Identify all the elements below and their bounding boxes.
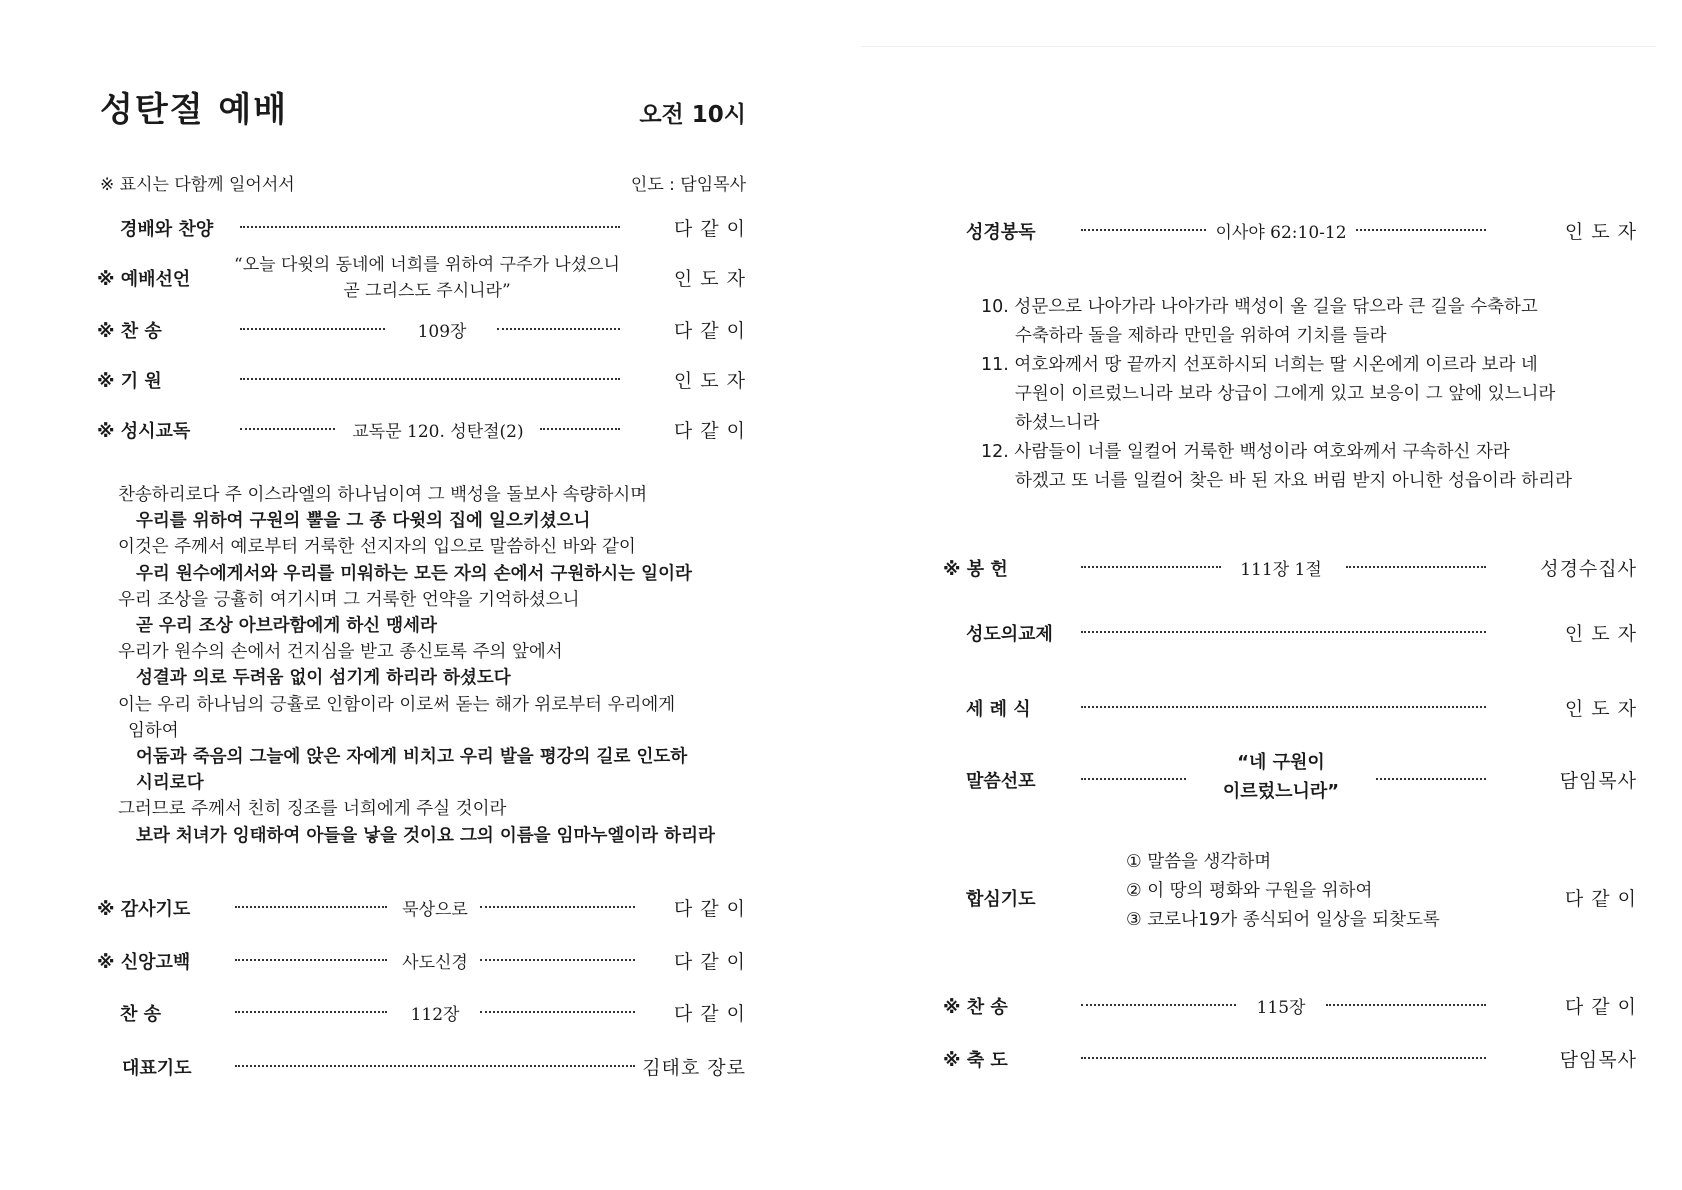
verse-12 [981, 438, 1621, 467]
reading-line: 곧 우리 조상 아브라함에게 하신 맹세라 [136, 616, 437, 637]
dot-leader [1356, 229, 1486, 231]
verse-11 [981, 351, 1621, 380]
dot-leader [1081, 1004, 1236, 1006]
page-title: 성탄절 예배 [100, 90, 289, 130]
prayer-topic: ② 이 땅의 평화와 구원을 위하여 [1126, 881, 1373, 901]
dot-leader [235, 1011, 387, 1013]
reading-line: 임하여 [128, 720, 179, 741]
item-person-offering: 성경수집사 [1540, 558, 1637, 580]
responsive-reading-ref: 교독문 120. 성탄절(2) [352, 422, 524, 442]
item-label-pastoral-prayer: 대표기도 [122, 1058, 192, 1079]
service-time: 오전 10시 [639, 102, 746, 128]
item-label-responsive: ※ 성시교독 [97, 421, 191, 442]
reading-line: 어둠과 죽음의 그늘에 앉은 자에게 비치고 우리 발을 평강의 길로 인도하 [136, 747, 688, 768]
reading-line: 찬송하리로다 주 이스라엘의 하나님이여 그 백성을 돌보사 속량하시며 [118, 485, 648, 505]
item-label-offering: ※ 봉 헌 [943, 559, 1008, 580]
item-label-hymn-2: 찬 송 [120, 1004, 162, 1025]
dot-leader [240, 378, 620, 380]
verse-line: 하겠고 또 너를 일컬어 찾은 바 된 자요 버림 받지 아니한 성읍이라 하리라 [1015, 471, 1572, 491]
item-label-scripture: 성경봉독 [966, 222, 1036, 243]
reading-line: 이것은 주께서 예로부터 거룩한 선지자의 입으로 말씀하신 바와 같이 [118, 537, 636, 558]
hymn-2-number: 112장 [410, 1005, 460, 1025]
responsive-reading-text [118, 482, 748, 849]
verse-line: 수축하라 돌을 제하라 만민을 위하여 기치를 들라 [1015, 326, 1387, 346]
item-label-sermon: 말씀선포 [966, 771, 1036, 792]
dot-leader [480, 1011, 635, 1013]
sermon-title-line-1: “네 구원이 [1237, 752, 1325, 773]
verse-line: 구원이 이르렀느니라 보라 상급이 그에게 있고 보응이 그 앞에 있느니라 [1015, 384, 1556, 404]
silent-prayer-note: 묵상으로 [402, 900, 468, 920]
item-label-benediction: ※ 축 도 [943, 1050, 1008, 1071]
dot-leader [235, 906, 387, 908]
offering-hymn: 111장 1절 [1240, 560, 1322, 580]
verse-line: 성문으로 나아가라 나아가라 백성이 올 길을 닦으라 큰 길을 수축하고 [1014, 297, 1538, 317]
item-person-benediction: 담임목사 [1559, 1049, 1637, 1071]
sermon-title-line-2: 이르렀느니라” [1222, 781, 1340, 802]
item-label-baptism: 세 례 식 [966, 699, 1031, 720]
verse-line: 여호와께서 땅 끝까지 선포하시되 너희는 딸 시온에게 이르라 보라 네 [1014, 355, 1538, 375]
dot-leader [1081, 1057, 1486, 1059]
reading-line: 성결과 의로 두려움 없이 섬기게 하리라 하셨도다 [136, 668, 511, 689]
item-person-pastoral-prayer: 김태호 장로 [642, 1057, 746, 1079]
dot-leader [1081, 706, 1486, 708]
dot-leader [1081, 229, 1206, 231]
scripture-reference: 이사야 62:10-12 [1215, 223, 1347, 243]
item-person-hymn-1: 다 같 이 [673, 320, 746, 342]
prayer-topics [1126, 848, 1440, 935]
item-person-unison-prayer: 다 같 이 [1564, 888, 1637, 910]
scripture-text [981, 293, 1621, 496]
hymn-3-number: 115장 [1256, 998, 1306, 1018]
item-person-hymn-2: 다 같 이 [673, 1003, 746, 1025]
item-label-hymn-1: ※ 찬 송 [97, 321, 162, 342]
item-person-silent-prayer: 다 같 이 [673, 898, 746, 920]
item-person-scripture: 인 도 자 [1564, 221, 1637, 243]
dot-leader [235, 1065, 635, 1067]
item-person-creed: 다 같 이 [673, 951, 746, 973]
standing-note: ※ 표시는 다함께 일어서서 [100, 175, 295, 195]
dot-leader [497, 328, 620, 330]
item-label-invocation: ※ 기 원 [97, 371, 162, 392]
item-person-opening: 다 같 이 [673, 218, 746, 240]
dot-leader [1081, 778, 1186, 780]
item-label-creed: ※ 신앙고백 [97, 952, 191, 973]
item-person-hymn-3: 다 같 이 [1564, 996, 1637, 1018]
dot-leader [1376, 778, 1486, 780]
reading-line: 우리를 위하여 구원의 뿔을 그 종 다윗의 집에 일으키셨으니 [136, 511, 591, 532]
dot-leader [1346, 566, 1486, 568]
declaration-line-2: 곧 그리스도 주시니라” [343, 281, 511, 301]
item-label-silent-prayer: ※ 감사기도 [97, 899, 191, 920]
prayer-topic: ③ 코로나19가 종식되어 일상을 되찾도록 [1126, 910, 1440, 930]
creed-name: 사도신경 [402, 953, 468, 973]
item-person-fellowship: 인 도 자 [1564, 623, 1637, 645]
dot-leader [240, 226, 620, 228]
dot-leader [540, 428, 620, 430]
reading-line: 그러므로 주께서 친히 징조를 너희에게 주실 것이라 [118, 799, 507, 820]
item-label-opening: 경배와 찬양 [120, 219, 214, 240]
leader-note: 인도 : 담임목사 [630, 175, 746, 195]
dot-leader [240, 328, 385, 330]
reading-line: 보라 처녀가 잉태하여 아들을 낳을 것이요 그의 이름을 임마누엘이라 하리라 [136, 825, 715, 846]
item-person-sermon: 담임목사 [1559, 770, 1637, 792]
declaration-text [234, 252, 620, 304]
reading-line: 이는 우리 하나님의 긍휼로 인함이라 이로써 돋는 해가 위로부터 우리에게 [118, 694, 676, 715]
dot-leader [240, 428, 335, 430]
verse-number: 11. [981, 355, 1009, 375]
dot-leader [480, 959, 635, 961]
item-label-hymn-3: ※ 찬 송 [943, 997, 1008, 1018]
dot-leader [235, 959, 387, 961]
dot-leader [1081, 631, 1486, 633]
declaration-line-1: “오늘 다윗의 동네에 너희를 위하여 구주가 나셨으니 [234, 255, 620, 275]
reading-line: 우리 조상을 긍휼히 여기시며 그 거룩한 언약을 기억하셨으니 [118, 589, 580, 610]
dot-leader [1081, 566, 1221, 568]
verse-line: 하셨느니라 [1015, 413, 1100, 433]
item-person-invocation: 인 도 자 [673, 370, 746, 392]
reading-line: 우리가 원수의 손에서 건지심을 받고 종신토록 주의 앞에서 [118, 642, 563, 663]
verse-line: 사람들이 너를 일컬어 거룩한 백성이라 여호와께서 구속하신 자라 [1014, 442, 1510, 462]
sermon-title [1223, 748, 1339, 806]
verse-10 [981, 293, 1621, 322]
page-edge-line [861, 46, 1656, 47]
item-label-fellowship: 성도의교제 [966, 624, 1053, 645]
verse-number: 10. [981, 297, 1009, 317]
item-label-unison-prayer: 합심기도 [966, 889, 1036, 910]
verse-number: 12. [981, 442, 1009, 462]
reading-line: 시리로다 [136, 773, 204, 794]
hymn-1-number: 109장 [417, 322, 467, 342]
right-page [841, 0, 1682, 1190]
item-person-baptism: 인 도 자 [1564, 698, 1637, 720]
prayer-topic: ① 말씀을 생각하며 [1126, 852, 1272, 872]
dot-leader [1326, 1004, 1486, 1006]
reading-line: 우리 원수에게서와 우리를 미워하는 모든 자의 손에서 구원하시는 일이라 [136, 563, 692, 584]
dot-leader [480, 906, 635, 908]
item-label-declaration: ※ 예배선언 [97, 269, 191, 290]
item-person-declaration: 인 도 자 [673, 268, 746, 290]
item-person-responsive: 다 같 이 [673, 420, 746, 442]
